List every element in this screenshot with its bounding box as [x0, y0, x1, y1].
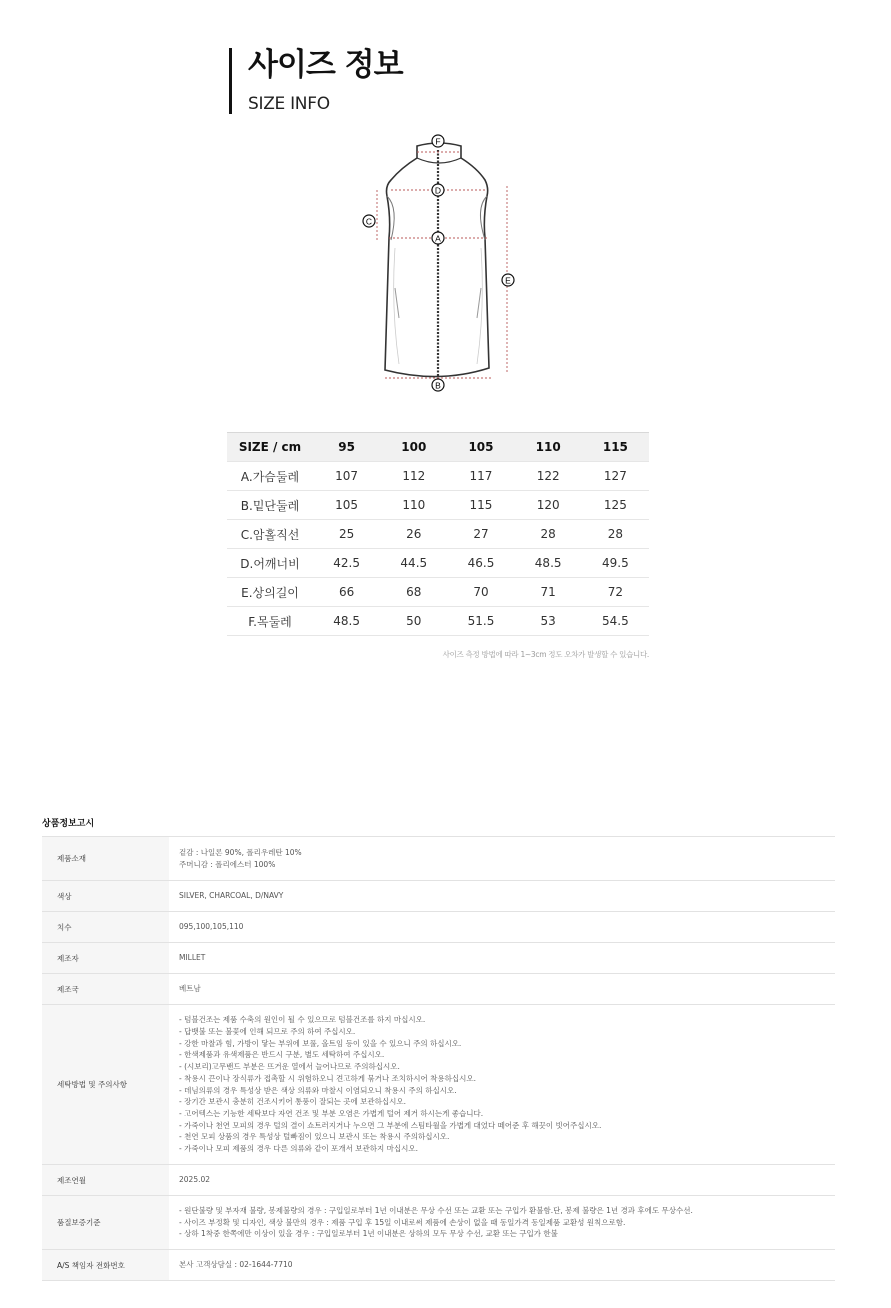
table-cell: 50 [380, 607, 447, 636]
page-subtitle: SIZE INFO [248, 94, 330, 114]
column-header: 105 [447, 433, 514, 462]
table-cell: 54.5 [582, 607, 649, 636]
table-cell: 48.5 [515, 549, 582, 578]
notice-row [42, 912, 835, 943]
notice-row [42, 837, 835, 881]
notice-line: - 천연 모피 상품의 경우 특성상 털빠짐이 있으니 보관시 또는 착용시 주의하십시오. [179, 1132, 450, 1142]
column-header: SIZE / cm [227, 433, 313, 462]
table-cell: 53 [515, 607, 582, 636]
notice-line: MILLET [179, 953, 206, 963]
notice-line: - 데님의류의 경우 특성상 받은 색상 의류와 마찰시 이염되오니 착용시 주의 하십시오. [179, 1085, 457, 1095]
table-cell: 71 [515, 578, 582, 607]
column-header: 95 [313, 433, 380, 462]
notice-value [169, 974, 835, 1005]
table-cell: 117 [447, 462, 514, 491]
notice-line: 095,100,105,110 [179, 922, 244, 932]
product-notice-table [42, 836, 835, 1281]
svg-text:C: C [365, 216, 373, 227]
notice-title: 상품정보고시 [42, 819, 95, 829]
table-cell: 48.5 [313, 607, 380, 636]
table-cell: 68 [380, 578, 447, 607]
row-label: F.목둘레 [227, 607, 313, 636]
notice-line: 베트남 [179, 984, 201, 994]
notice-line: - 텀블건조는 제품 수축의 원인이 될 수 있으므로 텀블건조를 하지 마십시오. [179, 1015, 426, 1025]
table-cell: 107 [313, 462, 380, 491]
table-cell: 122 [515, 462, 582, 491]
notice-label: 품질보증기준 [42, 1196, 169, 1250]
table-row [227, 549, 649, 578]
notice-row [42, 881, 835, 912]
size-table [227, 432, 649, 636]
notice-row [42, 1196, 835, 1250]
notice-line: - 답뱃불 또는 불꽃에 인해 되므로 주의 하여 주십시오. [179, 1026, 356, 1036]
notice-value [169, 1165, 835, 1196]
notice-line: - 원단불량 및 부자재 불량, 봉제불량의 경우 : 구입일로부터 1년 이내분은 무상 수선 또는 교환 또는 구입가 환불함.단, 봉제 불량은 1년 경과 후에도 무상수선. [179, 1205, 693, 1215]
notice-value [169, 943, 835, 974]
table-cell: 28 [582, 520, 649, 549]
notice-line: - 고어텍스는 기능한 세탁보다 자연 건조 및 부분 오염은 가볍게 털어 제거 하시는게 좋습니다. [179, 1108, 484, 1118]
notice-value [169, 1005, 835, 1165]
table-cell: 27 [447, 520, 514, 549]
table-cell: 115 [447, 491, 514, 520]
size-table-header [227, 433, 649, 462]
notice-row [42, 1250, 835, 1281]
table-cell: 25 [313, 520, 380, 549]
vest-measurement-diagram [355, 128, 525, 398]
notice-label: 세탁방법 및 주의사항 [42, 1005, 169, 1165]
notice-line: - 사이즈 부정확 및 디자인, 색상 불만의 경우 : 제품 구입 후 15일 이내로써 제품에 손상이 없을 때 동일가격 동일제품 교환성 원칙으로함. [179, 1217, 626, 1227]
svg-text:D: D [434, 185, 442, 196]
row-label: E.상의길이 [227, 578, 313, 607]
table-cell: 112 [380, 462, 447, 491]
notice-line: - 가죽이나 모피 제품의 경우 다른 의류와 같이 포개서 보관하지 마십시오. [179, 1144, 419, 1154]
notice-value [169, 1250, 835, 1281]
notice-line: - 상하 1착중 한쪽에만 이상이 있을 경우 : 구입일로부터 1년 이내분은 상하의 모두 무상 수선, 교환 또는 구입가 한불 [179, 1229, 558, 1239]
notice-value [169, 881, 835, 912]
notice-label: 제조연월 [42, 1165, 169, 1196]
row-label: A.가슴둘레 [227, 462, 313, 491]
table-cell: 70 [447, 578, 514, 607]
row-label: C.암홀직선 [227, 520, 313, 549]
notice-label: 색상 [42, 881, 169, 912]
table-cell: 125 [582, 491, 649, 520]
table-cell: 28 [515, 520, 582, 549]
column-header: 110 [515, 433, 582, 462]
row-label: D.어깨너비 [227, 549, 313, 578]
notice-line: 주머니감 : 폴리에스터 100% [179, 859, 276, 869]
table-cell: 26 [380, 520, 447, 549]
notice-line: 겉감 : 나일론 90%, 폴리우레탄 10% [179, 847, 302, 857]
label-a [432, 232, 444, 244]
column-header: 100 [380, 433, 447, 462]
table-row [227, 462, 649, 491]
notice-value [169, 912, 835, 943]
table-cell: 72 [582, 578, 649, 607]
notice-label: 제조국 [42, 974, 169, 1005]
svg-text:E: E [505, 275, 511, 286]
label-d [432, 184, 444, 196]
notice-label: 치수 [42, 912, 169, 943]
label-e [502, 274, 514, 286]
notice-value [169, 837, 835, 881]
notice-label: 제품소재 [42, 837, 169, 881]
notice-line: 2025.02 [179, 1175, 211, 1185]
notice-label: A/S 책임자 전화번호 [42, 1250, 169, 1281]
table-row [227, 607, 649, 636]
table-cell: 42.5 [313, 549, 380, 578]
notice-row [42, 1165, 835, 1196]
label-b [432, 379, 444, 391]
table-row [227, 491, 649, 520]
notice-value [169, 1196, 835, 1250]
notice-row [42, 1005, 835, 1165]
svg-text:F: F [435, 136, 441, 147]
notice-row [42, 974, 835, 1005]
table-cell: 105 [313, 491, 380, 520]
svg-text:A: A [435, 233, 441, 244]
label-f [432, 135, 444, 147]
table-row [227, 578, 649, 607]
table-cell: 66 [313, 578, 380, 607]
svg-text:B: B [435, 380, 441, 391]
notice-line: SILVER, CHARCOAL, D/NAVY [179, 891, 284, 901]
notice-line: - 착용시 끈이나 장식류가 접촉할 시 위험하오니 견고하게 묶거나 조치하시어 착용하십시오. [179, 1073, 476, 1083]
table-cell: 127 [582, 462, 649, 491]
label-c [363, 215, 375, 227]
table-cell: 49.5 [582, 549, 649, 578]
page-title: 사이즈 정보 [248, 47, 403, 83]
table-cell: 44.5 [380, 549, 447, 578]
notice-line: 본사 고객상담실 : 02-1644-7710 [179, 1260, 293, 1270]
column-header: 115 [582, 433, 649, 462]
notice-line: - 장기간 보관시 충분히 건조시키어 통풍이 잘되는 곳에 보관하십시오. [179, 1097, 407, 1107]
table-cell: 120 [515, 491, 582, 520]
table-cell: 51.5 [447, 607, 514, 636]
notice-label: 제조자 [42, 943, 169, 974]
notice-row [42, 943, 835, 974]
notice-line: - 한색제품과 유색제품은 반드시 구분, 별도 세탁하여 주십시오. [179, 1050, 385, 1060]
table-cell: 46.5 [447, 549, 514, 578]
table-row [227, 520, 649, 549]
size-note: 사이즈 측정 방법에 따라 1~3cm 정도 오차가 발생할 수 있습니다. [442, 650, 649, 659]
title-block [229, 48, 529, 114]
notice-line: - 가죽이나 천연 모피의 경우 털의 결이 쇼트러지거나 누으면 그 부분에 스팀타월을 가볍게 대었다 떼어준 후 해끗이 빗어주십시오. [179, 1120, 602, 1130]
notice-line: - 강한 마찰과 힘, 가방이 닿는 부위에 보풀, 올트임 등이 있을 수 있으니 주의 하십시오. [179, 1038, 462, 1048]
row-label: B.밑단둘레 [227, 491, 313, 520]
table-cell: 110 [380, 491, 447, 520]
notice-line: - (시보리)고무밴드 부분은 뜨거운 열에서 늘어나므로 주의하십시오. [179, 1062, 400, 1072]
